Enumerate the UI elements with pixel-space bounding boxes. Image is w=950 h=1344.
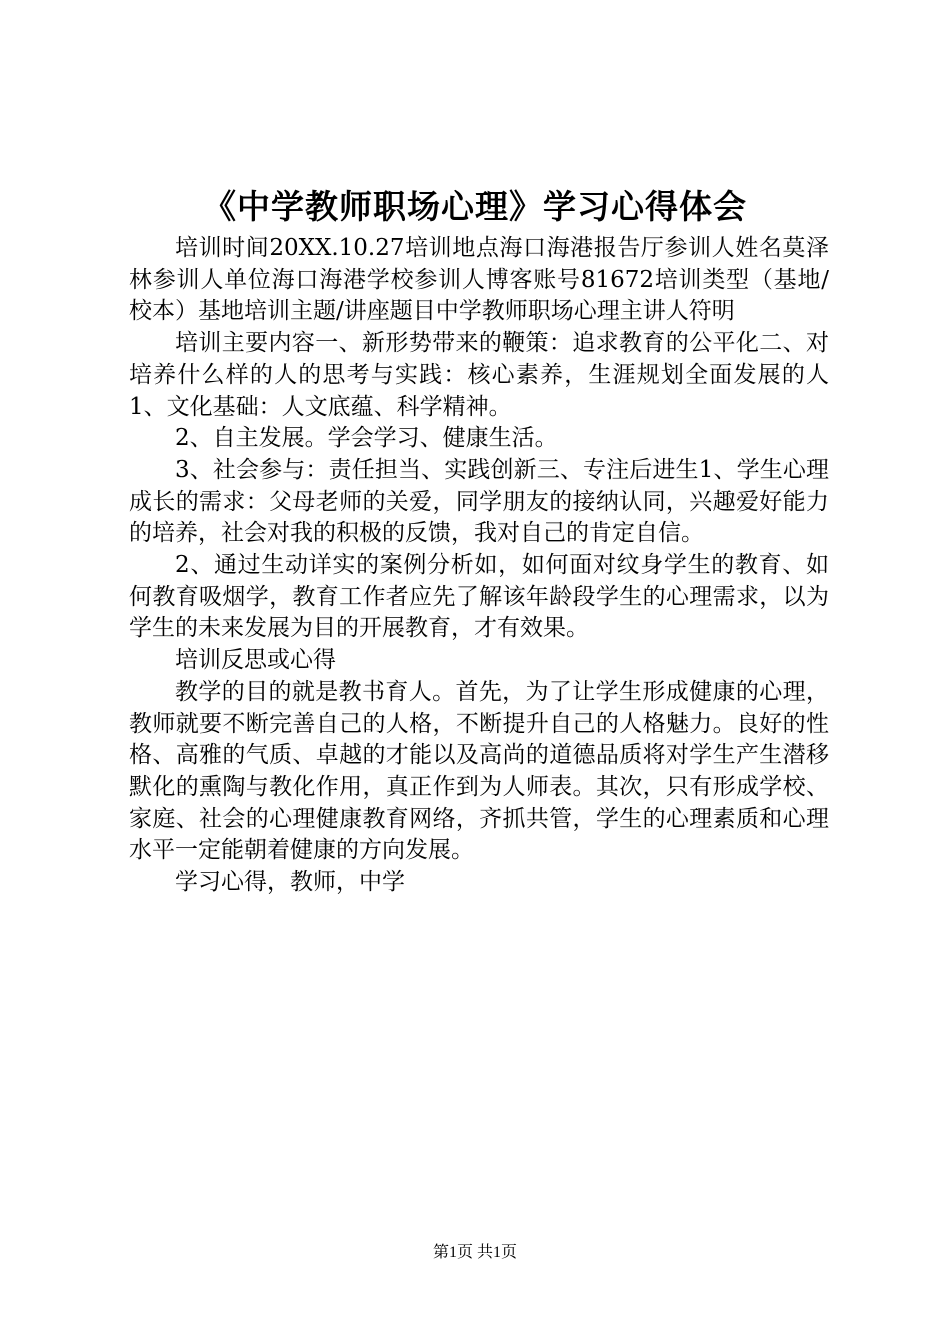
paragraph-keywords: 学习心得，教师，中学: [175, 869, 405, 896]
document-body: [129, 233, 829, 899]
paragraph-case-analysis: 2、通过生动详实的案例分析如，如何面对纹身学生的教育、如何教育吸烟学，教育工作者应先了解该年龄段学生的心理需求，以为学生的未来发展为目的开展教育，才有效果。: [129, 552, 829, 642]
paragraph-main-content: 培训主要内容一、新形势带来的鞭策：追求教育的公平化二、对培养什么样的人的思考与实践：核心素养，生涯规划全面发展的人1、文化基础：人文底蕴、科学精神。: [129, 330, 829, 420]
paragraph-reflection-heading: 培训反思或心得: [175, 647, 336, 674]
document-title: 《中学教师职场心理》学习心得体会: [203, 187, 747, 226]
paragraph-reflection: 教学的目的就是教书育人。首先，为了让学生形成健康的心理，教师就要不断完善自己的人格，不断提升自己的人格魅力。良好的性格、高雅的气质、卓越的才能以及高尚的道德品质将对学生产生潜移默化的熏陶与教化作用，真正作到为人师表。其次，只有形成学校、家庭、社会的心理健康教育网络，齐抓共管，学生的心理素质和心理水平一定能朝着健康的方向发展。: [129, 678, 829, 864]
paragraph-training-info: 培训时间20XX.10.27培训地点海口海港报告厅参训人姓名莫泽林参训人单位海口海港学校参训人博客账号81672培训类型（基地/校本）基地培训主题/讲座题目中学教师职场心理主讲人符明: [129, 235, 829, 325]
paragraph-social-participation: 3、社会参与：责任担当、实践创新三、专注后进生1、学生心理成长的需求：父母老师的关爱，同学朋友的接纳认同，兴趣爱好能力的培养，社会对我的积极的反馈，我对自己的肯定自信。: [129, 456, 829, 547]
page-footer: 第1页 共1页: [432, 1244, 517, 1261]
paragraph-self-development: 2、自主发展。学会学习、健康生活。: [175, 425, 558, 452]
